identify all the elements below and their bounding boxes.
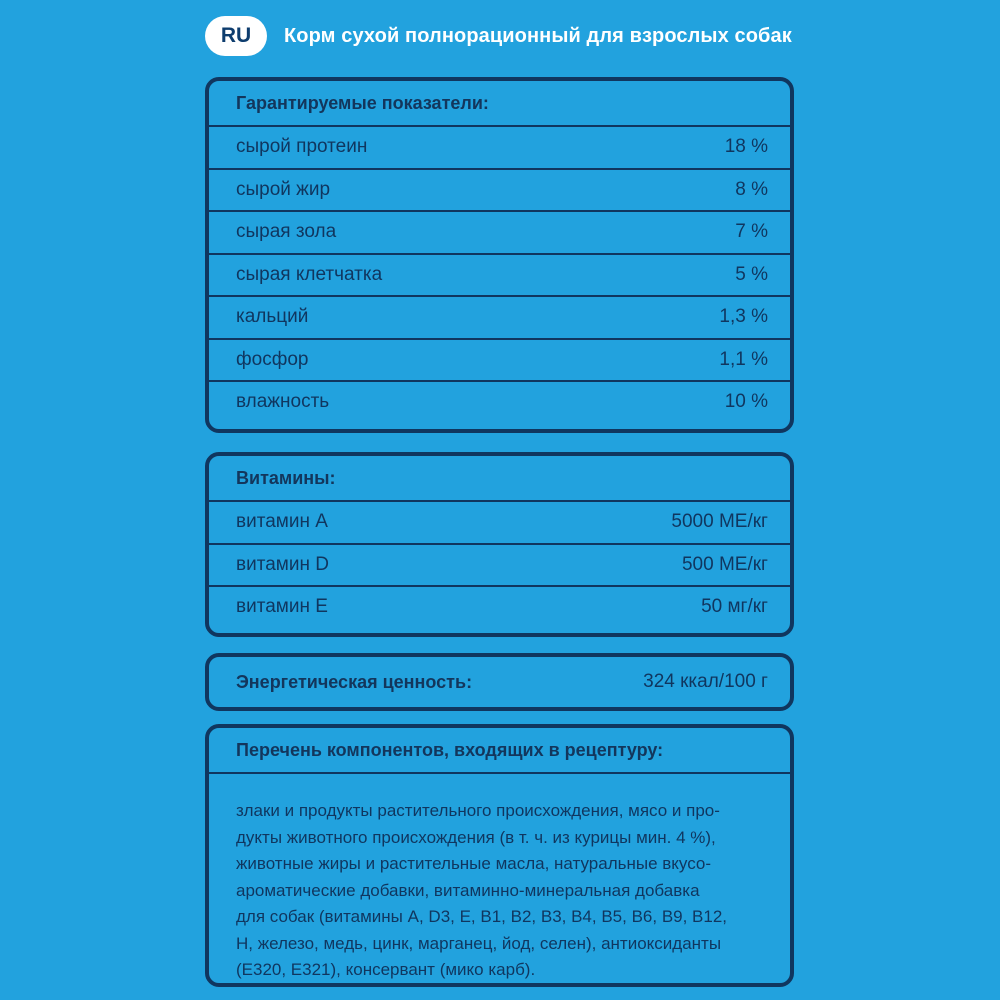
ingredients-box — [205, 724, 794, 987]
language-badge: RU — [205, 16, 267, 56]
row-value: 18 % — [724, 136, 768, 158]
row-label: фосфор — [236, 348, 309, 370]
ingredients-line: злаки и продукты растительного происхождения, мясо и про- — [236, 801, 720, 820]
guaranteed-analysis-heading: Гарантируемые показатели: — [236, 92, 489, 113]
row-value: 50 мг/кг — [701, 596, 768, 618]
row-value: 7 % — [735, 221, 768, 243]
row-label: сырой протеин — [236, 136, 368, 158]
energy-value-box — [205, 653, 794, 711]
table-row — [209, 380, 790, 423]
row-label: кальций — [236, 306, 309, 328]
product-title: Корм сухой полнорационный для взрослых собак — [284, 24, 792, 47]
row-label: витамин D — [236, 553, 329, 575]
vitamins-table — [205, 452, 794, 637]
table-row — [209, 585, 790, 628]
table-row — [209, 168, 790, 211]
table-row — [209, 500, 790, 543]
guaranteed-analysis-table — [205, 77, 794, 433]
table-row — [209, 210, 790, 253]
table-row — [209, 125, 790, 168]
row-label: сырая зола — [236, 221, 337, 243]
row-value: 1,1 % — [719, 348, 768, 370]
ingredients-heading: Перечень компонентов, входящих в рецептуру: — [236, 739, 664, 760]
row-value: 5 % — [735, 263, 768, 285]
ingredients-line: (Е320, Е321), консервант (мико карб). — [236, 960, 536, 979]
row-label: витамин А — [236, 511, 328, 533]
row-label: сырая клетчатка — [236, 263, 383, 285]
row-value: 5000 МЕ/кг — [671, 511, 768, 533]
ingredients-line: животные жиры и растительные масла, натуральные вкусо- — [236, 854, 712, 873]
row-value: 500 МЕ/кг — [681, 553, 768, 575]
ingredients-line: дукты животного происхождения (в т. ч. из курицы мин. 4 %), — [236, 827, 716, 847]
vitamins-heading: Витамины: — [236, 467, 336, 488]
row-value: 8 % — [735, 178, 768, 200]
row-label: сырой жир — [236, 178, 331, 200]
row-label: витамин Е — [236, 596, 328, 618]
ingredients-line: для собак (витамины А, D3, Е, В1, В2, В3, В4, В5, В6, В9, В12, — [236, 907, 728, 926]
energy-row — [209, 657, 790, 707]
table-row — [209, 295, 790, 338]
ingredients-line: Н, железо, медь, цинк, марганец, йод, селен), антиоксиданты — [236, 933, 722, 953]
table-row — [209, 253, 790, 296]
row-label: влажность — [236, 391, 330, 413]
table-row — [209, 543, 790, 586]
row-value: 10 % — [724, 391, 768, 413]
row-value: 1,3 % — [719, 306, 768, 328]
energy-value: 324 ккал/100 г — [643, 671, 768, 692]
ingredients-line: ароматические добавки, витаминно-минеральная добавка — [236, 880, 700, 900]
table-row — [209, 338, 790, 381]
ingredients-text — [209, 772, 790, 981]
header — [205, 14, 792, 58]
energy-label: Энергетическая ценность: — [236, 671, 473, 692]
